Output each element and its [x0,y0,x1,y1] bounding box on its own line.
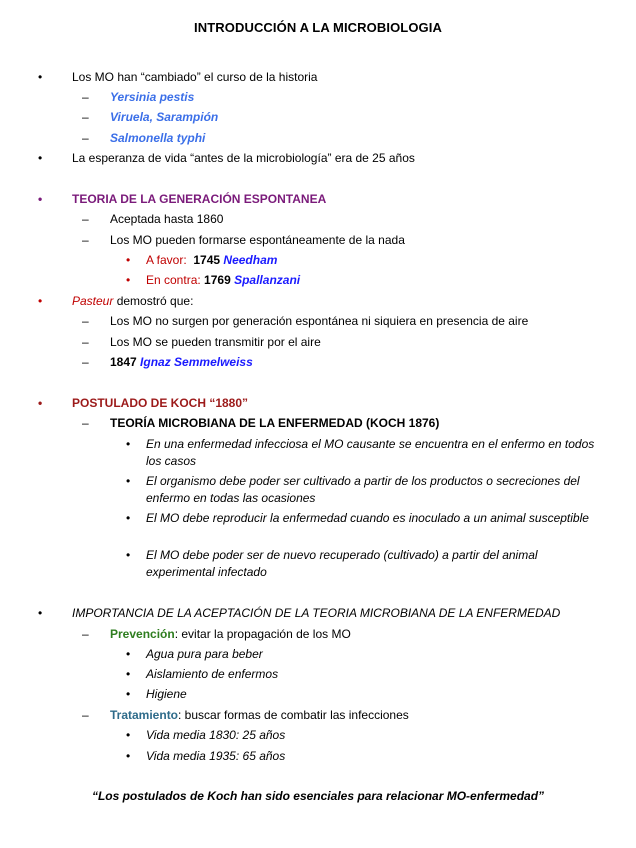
prevencion-line [110,626,351,642]
koch-postulate: El organismo debe poder ser cultivado a partir de los productos o secreciones del enfermo en todas las ocasiones [146,474,580,505]
prevencion-item: Agua pura para beber [146,647,263,661]
section-heading-importancia: IMPORTANCIA DE LA ACEPTACIÓN DE LA TEORIA MICROBIANA DE LA ENFERMEDAD [72,606,561,620]
list-item: Los MO se pueden transmitir por el aire [110,335,321,349]
bullet-icon: • [126,437,131,451]
tratamiento-line [110,707,409,723]
tratamiento-item: Vida media 1935: 65 años [146,749,286,763]
semmelweiss-line [110,354,253,370]
section-heading-koch: POSTULADO DE KOCH “1880” [72,396,249,410]
prevencion-text: : evitar la propagación de los MO [174,627,351,641]
bullet-icon: • [126,647,131,661]
bullet-icon: • [126,474,131,488]
intro-line-1: Los MO han “cambiado” el curso de la historia [72,70,318,84]
semmelweiss-year: 1847 [110,355,137,369]
dash-icon: – [82,110,89,124]
bullet-icon: • [38,192,43,206]
dash-icon: – [82,233,89,247]
contra-name: Spallanzani [234,273,301,287]
section-heading-generacion: TEORIA DE LA GENERACIÓN ESPONTANEA [72,192,327,206]
bullet-icon: • [38,151,43,165]
bullet-icon: • [38,606,43,620]
favor-year: 1745 [193,253,221,267]
koch-postulate: El MO debe reproducir la enfermedad cuando es inoculado a un animal susceptible [146,511,589,525]
tratamiento-label: Tratamiento [110,708,179,722]
contra-line [146,272,300,288]
semmelweiss-name: Ignaz Semmelweiss [140,355,253,369]
prevencion-item: Higiene [146,687,187,701]
bullet-icon: • [126,548,131,562]
list-item: Aceptada hasta 1860 [110,212,224,226]
dash-icon: – [82,212,89,226]
dash-icon: – [82,314,89,328]
bullet-icon: • [38,396,43,410]
dash-icon: – [82,627,89,641]
bullet-icon: • [126,667,131,681]
dash-icon: – [82,90,89,104]
pasteur-name: Pasteur [72,294,114,308]
bullet-icon: • [126,687,131,701]
koch-postulate: El MO debe poder ser de nuevo recuperado (cultivado) a partir del animal experimental infectado [146,548,538,579]
prevencion-item: Aislamiento de enfermos [146,667,279,681]
contra-label: En contra: [146,273,201,287]
dash-icon: – [82,416,89,430]
disease-item: Salmonella typhi [110,131,206,145]
bullet-icon: • [126,511,131,525]
bullet-icon: • [126,749,131,763]
list-item: Los MO pueden formarse espontáneamente de la nada [110,233,405,247]
dash-icon: – [82,335,89,349]
dash-icon: – [82,355,89,369]
favor-name: Needham [223,253,278,267]
disease-item: Yersinia pestis [110,90,195,104]
bullet-icon: • [126,253,131,267]
favor-line [146,252,277,268]
dash-icon: – [82,708,89,722]
bullet-icon: • [126,273,131,287]
closing-quote: “Los postulados de Koch han sido esenciales para relacionar MO-enfermedad” [91,789,545,803]
prevencion-label: Prevención [110,627,175,641]
disease-item: Viruela, Sarampión [110,110,219,124]
tratamiento-text: : buscar formas de combatir las infecciones [178,708,409,722]
koch-postulate: En una enfermedad infecciosa el MO causante se encuentra en el enfermo en todos los casos [146,437,595,468]
intro-line-2: La esperanza de vida “antes de la microbiología” era de 25 años [72,151,415,165]
favor-label: A favor: [146,253,187,267]
pasteur-line [72,293,193,309]
koch-theory: TEORÍA MICROBIANA DE LA ENFERMEDAD (KOCH 1876) [110,416,440,430]
bullet-icon: • [38,70,43,84]
pasteur-rest: demostró que: [113,294,194,308]
page-title: INTRODUCCIÓN A LA MICROBIOLOGIA [194,20,442,35]
bullet-icon: • [126,728,131,742]
contra-year: 1769 [204,273,231,287]
list-item: Los MO no surgen por generación espontánea ni siquiera en presencia de aire [110,314,529,328]
bullet-icon: • [38,294,43,308]
tratamiento-item: Vida media 1830: 25 años [146,728,286,742]
dash-icon: – [82,131,89,145]
